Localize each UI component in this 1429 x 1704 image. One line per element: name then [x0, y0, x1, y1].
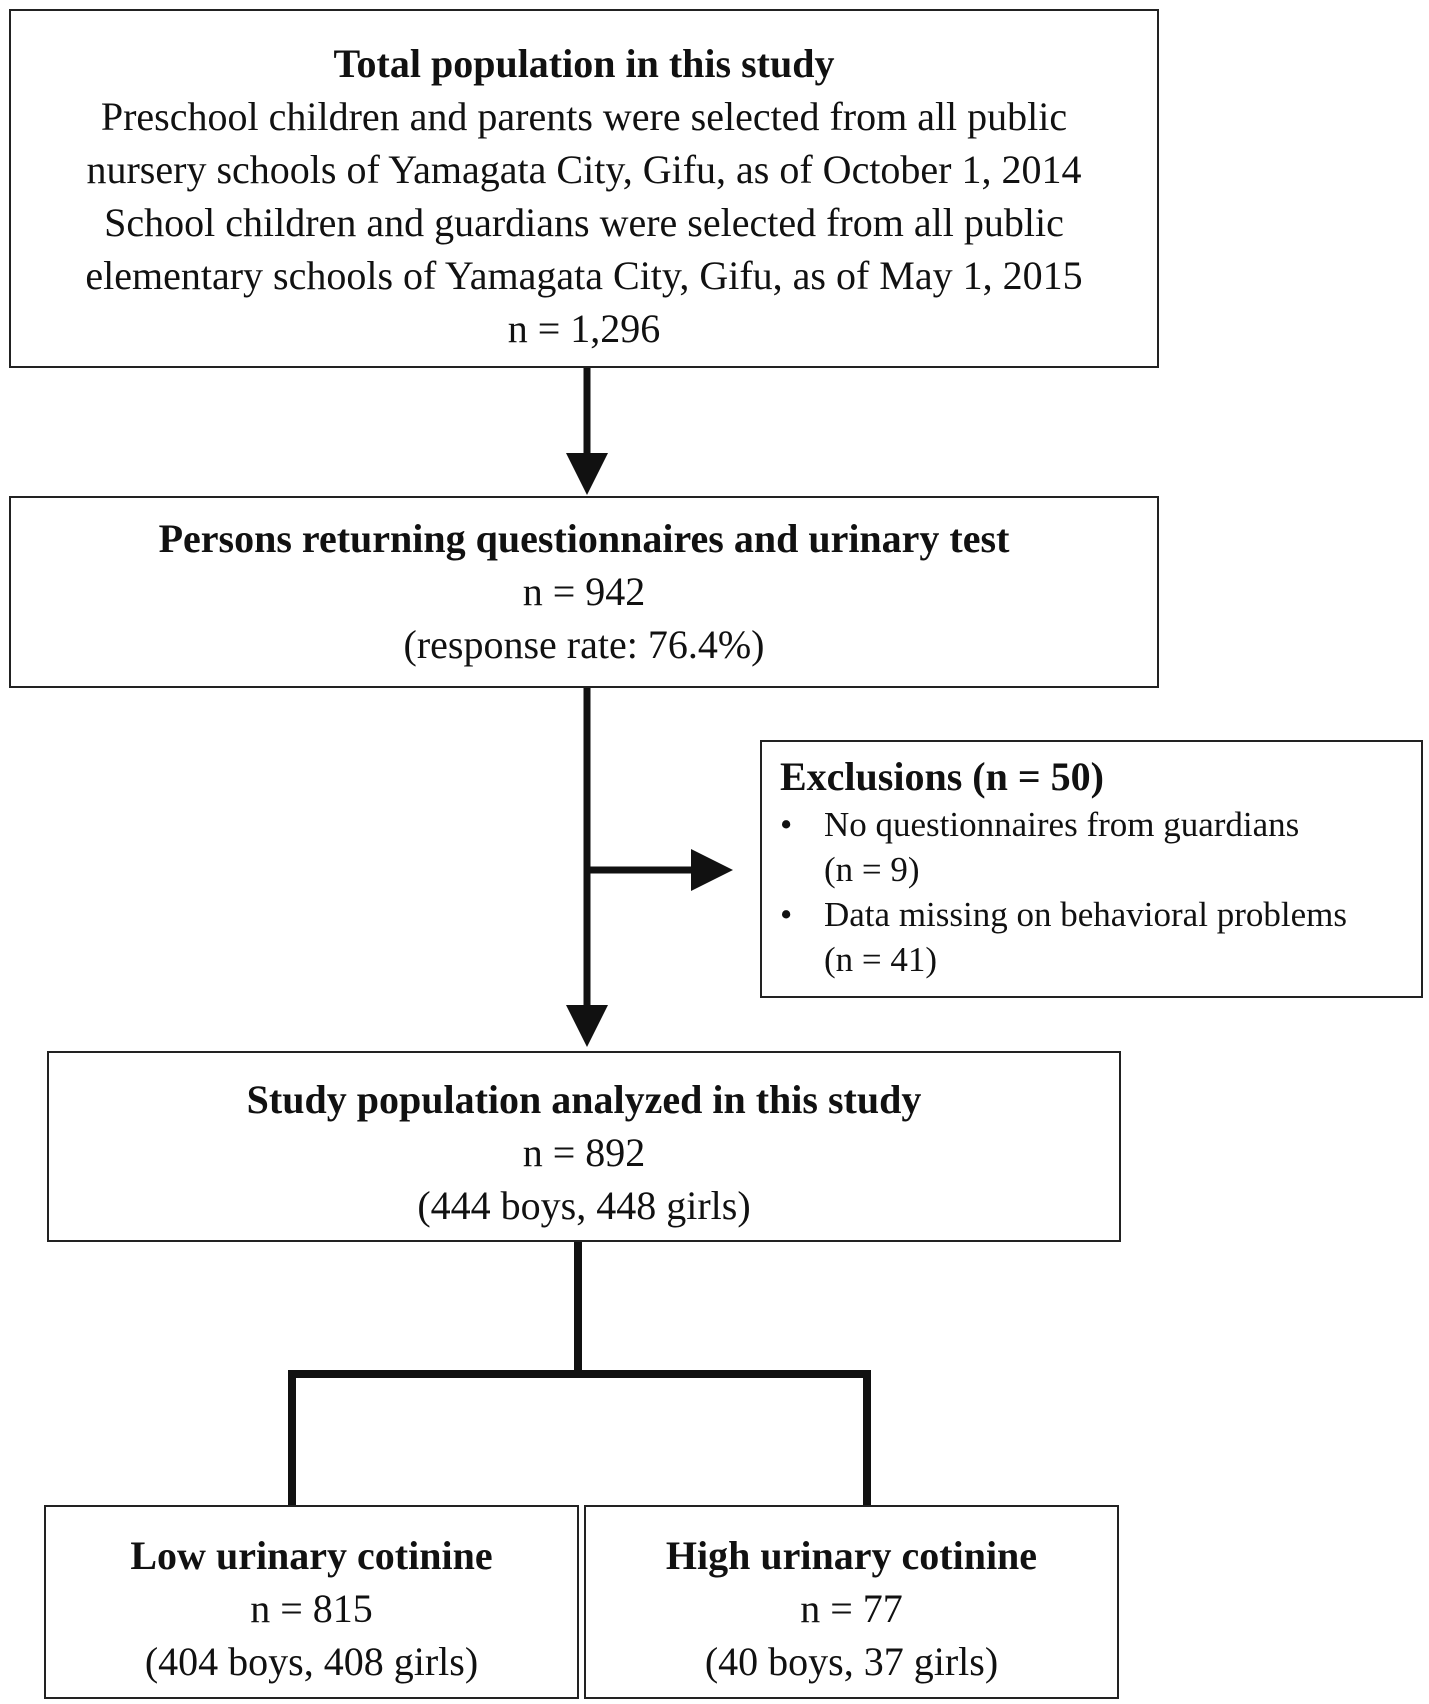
total-population-line-2: nursery schools of Yamagata City, Gifu, as of October 1, 2014 [86, 147, 1082, 192]
total-population-line-3: School children and guardians were selected from all public [104, 200, 1064, 245]
returning-response-rate: (response rate: 76.4%) [403, 622, 765, 667]
exclusions-title: Exclusions (n = 50) [780, 754, 1104, 799]
high-cotinine-sex-breakdown: (40 boys, 37 girls) [704, 1639, 999, 1684]
returning-box [9, 496, 1159, 688]
total-population-box [9, 9, 1159, 368]
total-population-line-4: elementary schools of Yamagata City, Gifu, as of May 1, 2015 [85, 253, 1083, 298]
high-cotinine-title: High urinary cotinine [665, 1533, 1038, 1578]
exclusions-list [780, 802, 1409, 982]
exclusion-item [780, 892, 1409, 982]
exclusion-item-count: (n = 41) [824, 940, 938, 979]
bullet-icon: • [780, 895, 793, 934]
total-population-n: n = 1,296 [507, 306, 661, 351]
low-cotinine-n: n = 815 [250, 1586, 373, 1631]
returning-n: n = 942 [522, 569, 646, 614]
analyzed-n: n = 892 [522, 1130, 646, 1175]
analyzed-title: Study population analyzed in this study [246, 1077, 922, 1122]
analyzed-box [47, 1051, 1121, 1242]
bullet-icon: • [780, 805, 793, 844]
analyzed-sex-breakdown: (444 boys, 448 girls) [417, 1183, 751, 1228]
low-cotinine-title: Low urinary cotinine [130, 1533, 493, 1578]
exclusions-box [760, 740, 1423, 998]
low-cotinine-sex-breakdown: (404 boys, 408 girls) [144, 1639, 479, 1684]
low-cotinine-box [44, 1505, 579, 1699]
exclusion-item [780, 802, 1409, 892]
high-cotinine-box [584, 1505, 1119, 1699]
exclusion-item-count: (n = 9) [824, 850, 920, 889]
exclusion-item-text: Data missing on behavioral problems [824, 895, 1347, 934]
returning-title: Persons returning questionnaires and urinary test [158, 516, 1010, 561]
high-cotinine-n: n = 77 [800, 1586, 903, 1631]
total-population-line-1: Preschool children and parents were selected from all public [100, 94, 1068, 139]
total-population-title: Total population in this study [333, 41, 835, 86]
exclusion-item-text: No questionnaires from guardians [824, 805, 1300, 844]
